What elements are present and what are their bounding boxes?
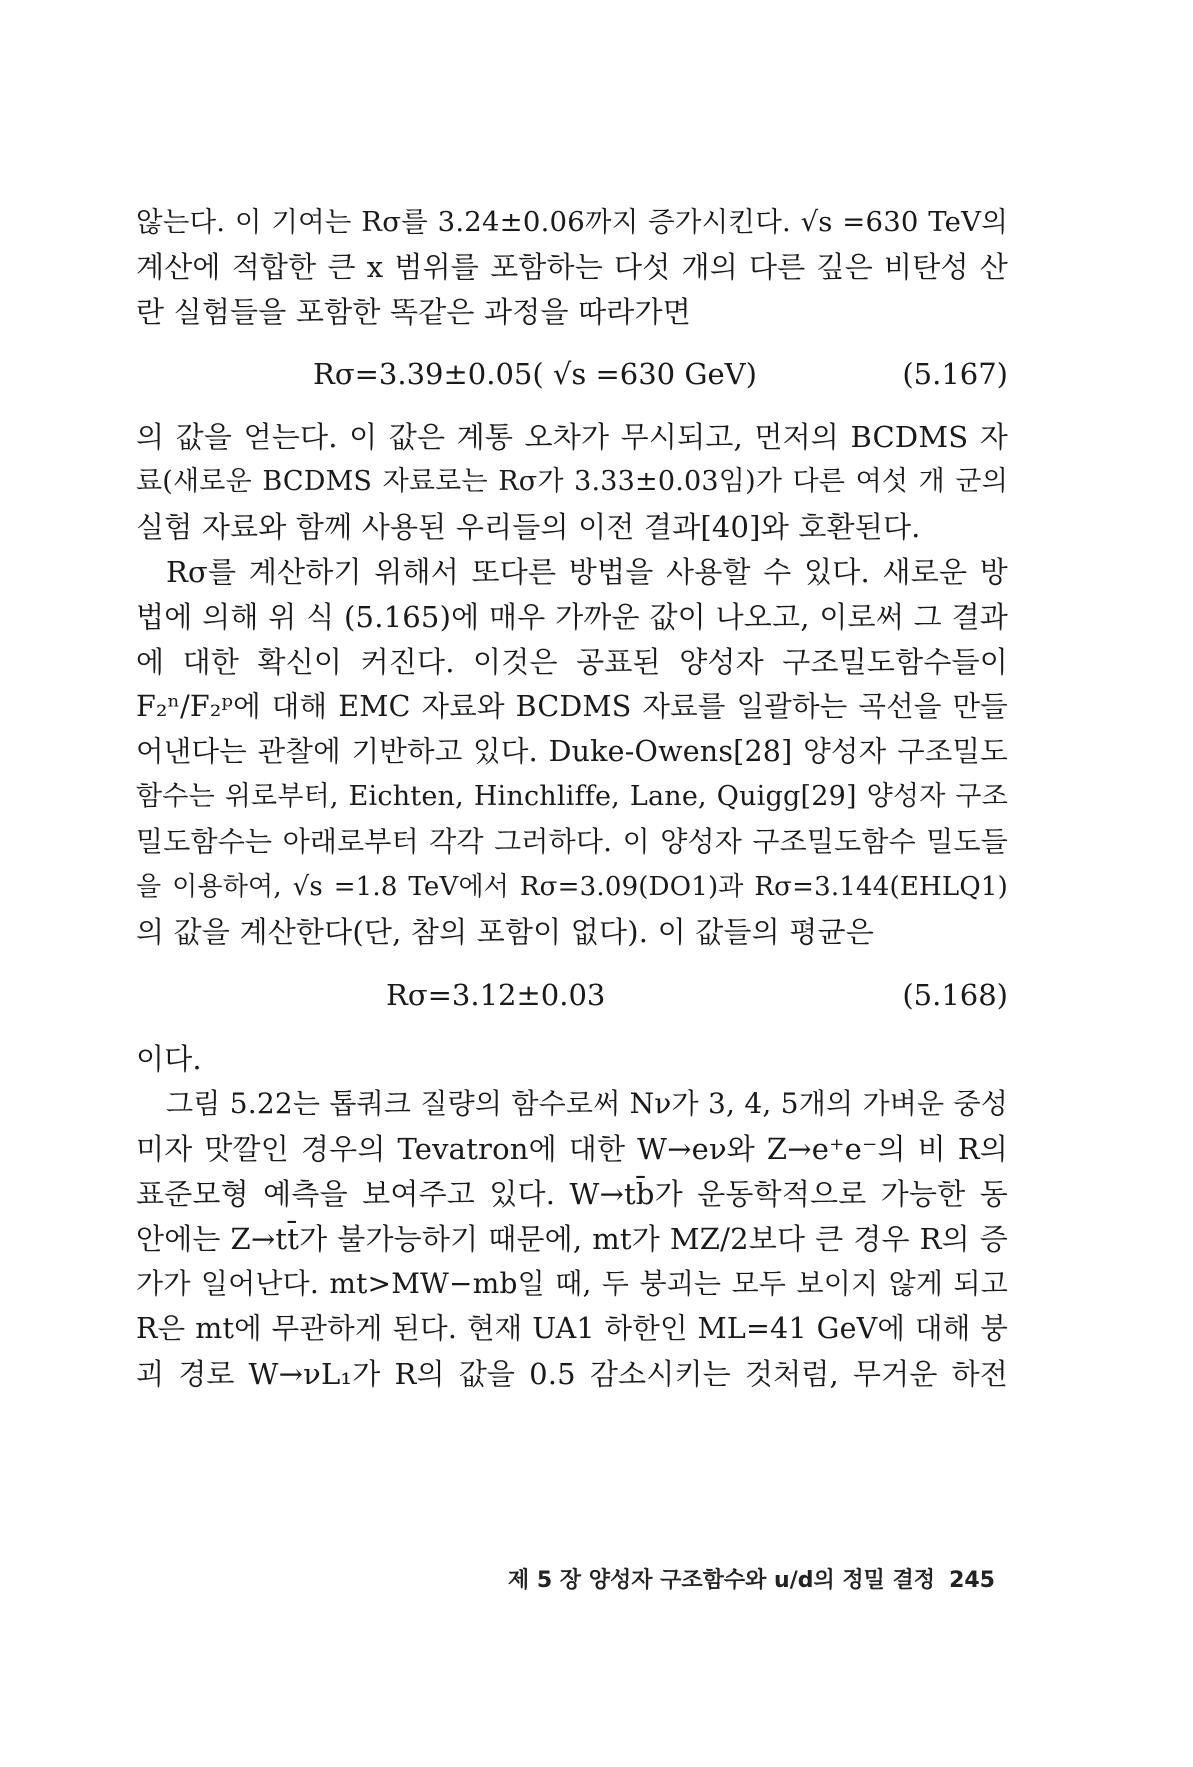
text-line: 함수는 위로부터, Eichten, Hinchliffe, Lane, Quigg[29] 양성자 구조 [136,781,1008,812]
page-number: 245 [949,1568,995,1593]
text-line: 의 값을 얻는다. 이 값은 계통 오차가 무시되고, 먼저의 BCDMS 자 [136,420,1008,454]
text-line: 실험 자료와 함께 사용된 우리들의 이전 결과[40]와 호환된다. [136,510,921,544]
text-line: 괴 경로 W→νL₁가 R의 값을 0.5 감소시키는 것처럼, 무거운 하전 [136,1357,1008,1391]
text-line: 안에는 Z→tt̄가 불가능하기 때문에, mt가 MZ/2보다 큰 경우 R의 증 [136,1222,1008,1256]
equation-number: (5.168) [902,978,1008,1012]
text-line: 표준모형 예측을 보여주고 있다. W→tb̄가 운동학적으로 가능한 동 [136,1177,1008,1211]
text-line: 않는다. 이 기여는 Rσ를 3.24±0.06까지 증가시킨다. √s =630 TeV의 [136,206,1008,238]
text-line: F₂ⁿ/F₂ᵖ에 대해 EMC 자료와 BCDMS 자료를 일괄하는 곡선을 만들 [136,690,1008,723]
text-line: 미자 맛깔인 경우의 Tevatron에 대한 W→eν와 Z→e⁺e⁻의 비 R의 [136,1132,1008,1166]
equation-number: (5.167) [902,357,1008,391]
equation-5-167 [136,356,1008,392]
equation-body: Rσ=3.12±0.03 [386,978,606,1012]
text-line: 을 이용하여, √s =1.8 TeV에서 Rσ=3.09(DO1)과 Rσ=3.144(EHLQ1) [136,872,1008,902]
text-line: 밀도함수는 아래로부터 각각 그러하다. 이 양성자 구조밀도함수 밀도들 [136,825,1008,858]
text-line: 란 실험들을 포함한 똑같은 과정을 따라가면 [136,295,691,329]
text-line: 의 값을 계산한다(단, 참의 포함이 없다). 이 값들의 평균은 [136,915,874,949]
text-line: 이다. [136,1042,202,1076]
text-line: 료(새로운 BCDMS 자료로는 Rσ가 3.33±0.03임)가 다른 여섯 개 군의 [136,466,1008,497]
text-line: 가가 일어난다. mt>MW−mb일 때, 두 붕괴는 모두 보이지 않게 되고 [136,1267,1008,1300]
text-line: R은 mt에 무관하게 된다. 현재 UA1 하한인 ML=41 GeV에 대해 붕 [136,1312,1008,1345]
equation-body: Rσ=3.39±0.05( √s =630 GeV) [313,357,757,391]
text-line: 계산에 적합한 큰 x 범위를 포함하는 다섯 개의 다른 깊은 비탄성 산 [136,250,1008,284]
page-footer [508,1567,995,1595]
chapter-title: 제 5 장 양성자 구조함수와 u/d의 정밀 결정 [507,1568,936,1593]
text-line: Rσ를 계산하기 위해서 또다른 방법을 사용할 수 있다. 새로운 방 [166,555,1008,589]
text-line: 법에 의해 위 식 (5.165)에 매우 가까운 값이 나오고, 이로써 그 결과 [136,600,1008,634]
text-line: 에 대한 확신이 커진다. 이것은 공표된 양성자 구조밀도함수들이 [136,645,1008,679]
equation-5-168 [136,977,1008,1013]
text-line: 어낸다는 관찰에 기반하고 있다. Duke-Owens[28] 양성자 구조밀도 [136,735,1008,768]
text-line: 그림 5.22는 톱쿼크 질량의 함수로써 Nν가 3, 4, 5개의 가벼운 중성 [166,1087,1008,1120]
